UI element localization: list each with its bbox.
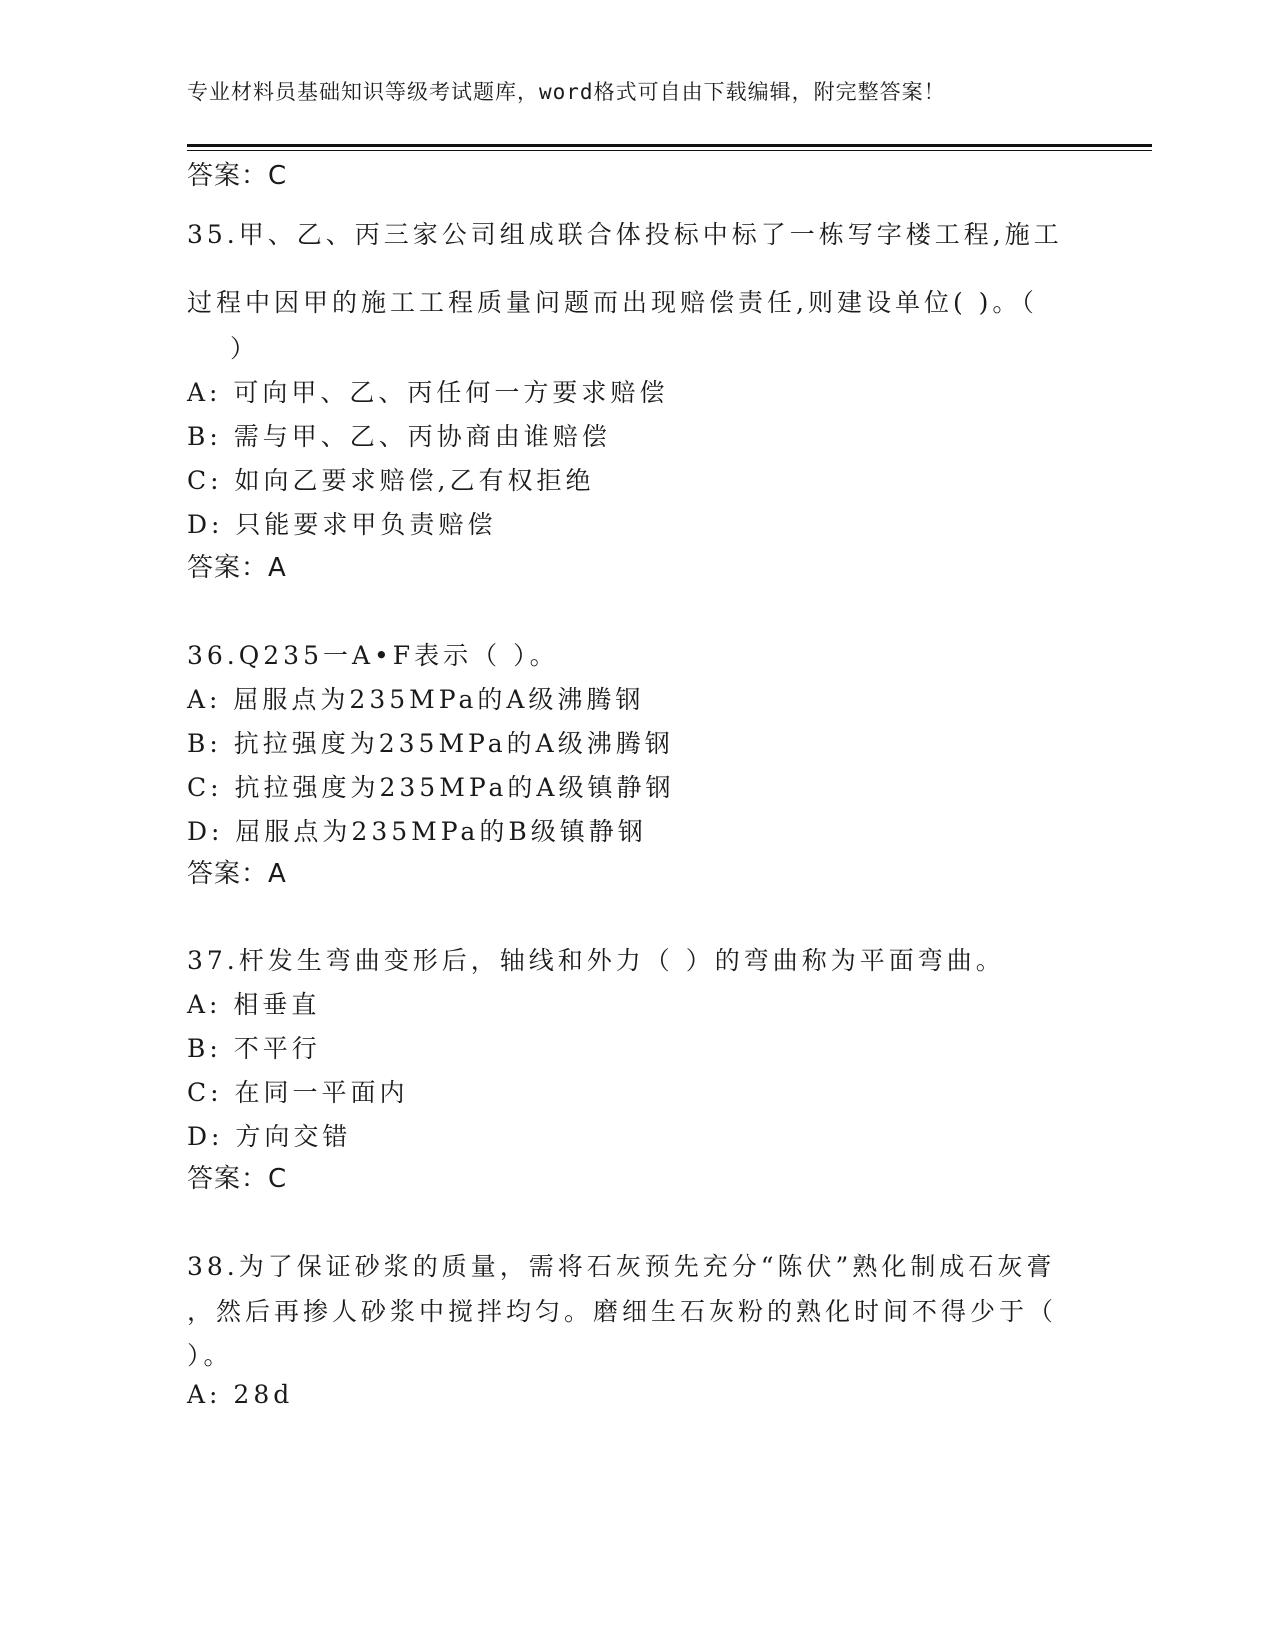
question-36-option-b: B: 抗拉强度为235MPa的A级沸腾钢: [187, 729, 674, 758]
question-38-option-a: A: 28d: [187, 1380, 294, 1409]
answer-35: 答案：A: [187, 553, 287, 583]
question-36-option-a: A: 屈服点为235MPa的A级沸腾钢: [187, 685, 645, 714]
answer-37: 答案：C: [187, 1164, 288, 1194]
question-35-line-3: ）: [230, 334, 260, 363]
header-rule-thin: [187, 150, 1152, 151]
header-rule-thick: [187, 144, 1152, 147]
question-38-line-1: 38.为了保证砂浆的质量，需将石灰预先充分“陈伏”熟化制成石灰膏: [187, 1252, 1056, 1281]
answer-36: 答案：A: [187, 859, 287, 889]
question-36-line-1: 36.Q235一A•F表示（ ）。: [187, 641, 559, 670]
question-35-option-d: D: 只能要求甲负责赔偿: [187, 510, 497, 539]
answer-34: 答案：C: [187, 161, 288, 191]
question-37-option-d: D: 方向交错: [187, 1122, 352, 1151]
question-35-line-1: 35.甲、乙、丙三家公司组成联合体投标中标了一栋写字楼工程,施工: [187, 220, 1063, 249]
question-38-line-3: ）。: [187, 1341, 233, 1370]
question-37-line-1: 37.杆发生弯曲变形后，轴线和外力（ ）的弯曲称为平面弯曲。: [187, 946, 1005, 975]
question-35-line-2: 过程中因甲的施工工程质量问题而出现赔偿责任,则建设单位( )。（: [187, 288, 1038, 317]
question-35-option-a: A: 可向甲、乙、丙任何一方要求赔偿: [187, 378, 669, 407]
question-35-option-b: B: 需与甲、乙、丙协商由谁赔偿: [187, 422, 611, 451]
question-37-option-a: A: 相垂直: [187, 990, 321, 1019]
question-37-option-c: C: 在同一平面内: [187, 1078, 409, 1107]
question-37-option-b: B: 不平行: [187, 1034, 321, 1063]
question-36-option-d: D: 屈服点为235MPa的B级镇静钢: [187, 817, 647, 846]
question-36-option-c: C: 抗拉强度为235MPa的A级镇静钢: [187, 773, 675, 802]
page-header: 专业材料员基础知识等级考试题库，word格式可自由下载编辑，附完整答案！: [187, 80, 946, 104]
question-38-line-2: ，然后再掺人砂浆中搅拌均匀。磨细生石灰粉的熟化时间不得少于（: [187, 1297, 1058, 1326]
question-35-option-c: C: 如向乙要求赔偿,乙有权拒绝: [187, 466, 595, 495]
